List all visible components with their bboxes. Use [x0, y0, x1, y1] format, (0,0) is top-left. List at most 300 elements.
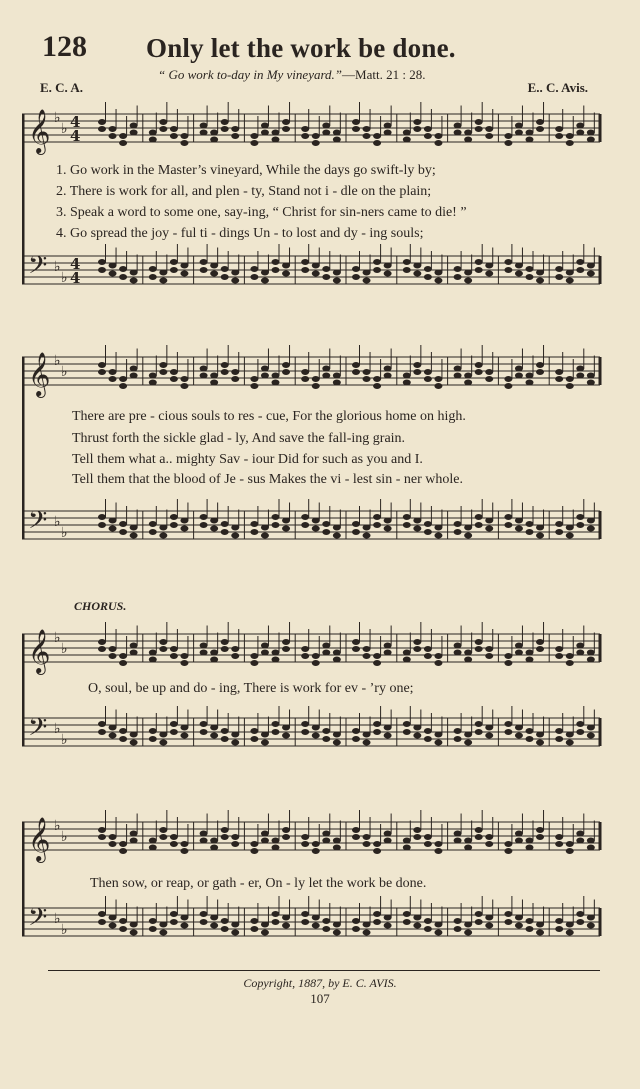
note-head: [403, 514, 411, 520]
note-head: [301, 267, 309, 273]
note-head: [566, 278, 574, 284]
note-head: [566, 922, 574, 928]
note-head: [536, 646, 544, 652]
note-head: [403, 845, 411, 851]
time-signature: 4: [70, 269, 81, 287]
note-head: [485, 369, 493, 375]
note-head: [271, 729, 279, 735]
note-head: [464, 657, 472, 663]
note-head: [200, 650, 208, 656]
note-head: [180, 725, 188, 731]
note-head: [301, 376, 309, 382]
note-head: [403, 137, 411, 143]
note-head: [363, 922, 371, 928]
note-head: [109, 834, 117, 840]
note-head: [566, 376, 574, 382]
note-head: [566, 660, 574, 666]
page-number: 107: [310, 991, 330, 1006]
music-system-1: [22, 98, 602, 308]
note-head: [536, 278, 544, 284]
note-head: [536, 362, 544, 368]
note-head: [384, 838, 392, 844]
staff-pair-2: [22, 345, 602, 555]
note-head: [119, 274, 127, 280]
note-head: [109, 915, 117, 921]
note-head: [504, 721, 512, 727]
note-head: [282, 518, 290, 524]
note-head: [333, 373, 341, 379]
note-head: [250, 660, 258, 666]
note-head: [210, 845, 218, 851]
note-head: [587, 373, 595, 379]
note-head: [373, 653, 381, 659]
chorus-line-2: Then sow, or reap, or gath - er, On - ly let the work be done.: [90, 876, 427, 891]
note-head: [271, 919, 279, 925]
note-head: [504, 841, 512, 847]
note-head: [221, 639, 229, 645]
note-head: [424, 736, 432, 742]
note-head: [170, 126, 178, 132]
note-head: [373, 514, 381, 520]
note-head: [464, 533, 472, 539]
note-head: [261, 525, 269, 531]
note-head: [373, 660, 381, 666]
note-head: [200, 522, 208, 528]
treble-clef: 𝄞: [28, 352, 51, 396]
flat-sign: ♭: [61, 525, 68, 541]
note-head: [231, 376, 239, 382]
note-head: [485, 263, 493, 269]
note-head: [271, 522, 279, 528]
note-head: [322, 643, 330, 649]
note-head: [282, 646, 290, 652]
note-head: [384, 643, 392, 649]
note-head: [454, 274, 462, 280]
note-head: [352, 362, 360, 368]
note-head: [525, 529, 533, 535]
note-head: [363, 133, 371, 139]
note-head: [454, 728, 462, 734]
note-head: [261, 366, 269, 372]
note-head: [504, 522, 512, 528]
note-head: [333, 380, 341, 386]
note-head: [536, 639, 544, 645]
bass-clef: 𝄢: [28, 713, 48, 748]
note-head: [98, 729, 106, 735]
note-head: [149, 926, 157, 932]
treble-clef: 𝄞: [28, 817, 51, 861]
note-head: [566, 383, 574, 389]
note-head: [301, 133, 309, 139]
note-head: [271, 259, 279, 265]
note-head: [515, 263, 523, 269]
treble-clef: 𝄞: [28, 109, 51, 153]
copyright: Copyright, 1887, by E. C. AVIS.: [243, 976, 397, 990]
flat-sign: ♭: [61, 121, 68, 137]
note-head: [352, 736, 360, 742]
note-head: [403, 729, 411, 735]
note-head: [312, 376, 320, 382]
note-head: [464, 845, 472, 851]
note-head: [333, 533, 341, 539]
note-head: [413, 733, 421, 739]
note-head: [485, 725, 493, 731]
note-head: [454, 736, 462, 742]
note-head: [322, 650, 330, 656]
note-head: [231, 834, 239, 840]
note-head: [200, 373, 208, 379]
note-head: [130, 533, 138, 539]
note-head: [576, 373, 584, 379]
note-head: [271, 380, 279, 386]
note-head: [536, 732, 544, 738]
note-head: [130, 270, 138, 276]
note-head: [587, 137, 595, 143]
note-head: [261, 130, 269, 136]
note-head: [424, 376, 432, 382]
note-head: [536, 922, 544, 928]
note-head: [98, 369, 106, 375]
note-head: [301, 522, 309, 528]
note-head: [525, 380, 533, 386]
note-head: [282, 263, 290, 269]
note-head: [413, 915, 421, 921]
note-head: [231, 841, 239, 847]
note-head: [424, 646, 432, 652]
note-head: [413, 526, 421, 532]
verse-2-line-2: Thrust forth the sickle glad - ly, And save the fall-ing grain.: [72, 431, 406, 446]
note-head: [109, 376, 117, 382]
flat-sign: ♭: [61, 922, 68, 938]
note-head: [504, 376, 512, 382]
note-head: [170, 646, 178, 652]
note-head: [525, 373, 533, 379]
note-head: [566, 140, 574, 146]
note-head: [403, 721, 411, 727]
staff-pair-1: [22, 98, 602, 308]
epigraph: [158, 67, 425, 83]
note-head: [149, 274, 157, 280]
note-head: [261, 831, 269, 837]
note-head: [210, 733, 218, 739]
note-head: [180, 915, 188, 921]
note-head: [149, 373, 157, 379]
note-head: [373, 383, 381, 389]
note-head: [363, 126, 371, 132]
note-head: [333, 845, 341, 851]
note-head: [504, 919, 512, 925]
note-head: [231, 732, 239, 738]
note-head: [119, 383, 127, 389]
note-head: [587, 923, 595, 929]
note-head: [250, 521, 258, 527]
note-head: [250, 274, 258, 280]
note-head: [180, 376, 188, 382]
note-head: [363, 646, 371, 652]
note-head: [221, 736, 229, 742]
note-head: [333, 650, 341, 656]
note-head: [587, 657, 595, 663]
note-head: [373, 376, 381, 382]
note-head: [525, 274, 533, 280]
note-head: [504, 911, 512, 917]
note-head: [282, 639, 290, 645]
note-head: [536, 525, 544, 531]
note-head: [221, 266, 229, 272]
note-head: [352, 369, 360, 375]
note-head: [250, 926, 258, 932]
note-head: [231, 930, 239, 936]
note-head: [231, 126, 239, 132]
note-head: [555, 529, 563, 535]
note-head: [424, 274, 432, 280]
note-head: [170, 841, 178, 847]
note-head: [322, 838, 330, 844]
note-head: [98, 911, 106, 917]
note-head: [434, 270, 442, 276]
note-head: [504, 653, 512, 659]
note-head: [322, 831, 330, 837]
note-head: [587, 733, 595, 739]
note-head: [98, 119, 106, 125]
note-head: [373, 140, 381, 146]
note-head: [221, 529, 229, 535]
note-head: [210, 130, 218, 136]
note-head: [322, 366, 330, 372]
note-head: [109, 841, 117, 847]
note-head: [210, 137, 218, 143]
note-head: [159, 646, 167, 652]
note-head: [282, 827, 290, 833]
note-head: [352, 918, 360, 924]
note-head: [555, 376, 563, 382]
note-head: [200, 831, 208, 837]
note-head: [403, 380, 411, 386]
note-head: [250, 918, 258, 924]
note-head: [200, 130, 208, 136]
note-head: [424, 529, 432, 535]
note-head: [464, 732, 472, 738]
note-head: [475, 721, 483, 727]
note-head: [352, 834, 360, 840]
note-head: [312, 733, 320, 739]
note-head: [413, 126, 421, 132]
note-head: [515, 643, 523, 649]
flat-sign: ♭: [54, 110, 61, 126]
note-head: [566, 732, 574, 738]
note-head: [525, 137, 533, 143]
note-head: [576, 911, 584, 917]
flat-sign: ♭: [54, 721, 61, 737]
note-head: [180, 383, 188, 389]
note-head: [180, 526, 188, 532]
epigraph-quote: “ Go work to-day in My vineyard.”: [158, 67, 343, 82]
note-head: [434, 930, 442, 936]
note-head: [352, 646, 360, 652]
note-head: [109, 133, 117, 139]
note-head: [333, 740, 341, 746]
note-head: [180, 660, 188, 666]
note-head: [119, 660, 127, 666]
time-signature: 4: [70, 255, 81, 273]
note-head: [130, 278, 138, 284]
note-head: [536, 533, 544, 539]
note-head: [301, 646, 309, 652]
note-head: [515, 123, 523, 129]
note-head: [525, 918, 533, 924]
note-head: [282, 733, 290, 739]
note-head: [352, 639, 360, 645]
note-head: [261, 930, 269, 936]
note-head: [170, 259, 178, 265]
note-head: [485, 526, 493, 532]
note-head: [282, 834, 290, 840]
note-head: [485, 834, 493, 840]
note-head: [587, 130, 595, 136]
note-head: [454, 650, 462, 656]
note-head: [504, 729, 512, 735]
note-head: [454, 529, 462, 535]
note-head: [454, 130, 462, 136]
note-head: [464, 922, 472, 928]
note-head: [159, 827, 167, 833]
note-head: [200, 514, 208, 520]
note-head: [261, 533, 269, 539]
note-head: [250, 529, 258, 535]
note-head: [403, 259, 411, 265]
note-head: [312, 915, 320, 921]
note-head: [159, 533, 167, 539]
treble-clef: 𝄞: [28, 629, 51, 673]
note-head: [485, 841, 493, 847]
note-head: [250, 728, 258, 734]
note-head: [130, 643, 138, 649]
note-head: [384, 518, 392, 524]
note-head: [180, 140, 188, 146]
note-head: [464, 270, 472, 276]
note-head: [261, 123, 269, 129]
note-head: [464, 650, 472, 656]
flat-sign: ♭: [54, 353, 61, 369]
note-head: [454, 918, 462, 924]
hymn-number: 128: [42, 30, 87, 63]
note-head: [504, 259, 512, 265]
note-head: [170, 721, 178, 727]
note-head: [536, 119, 544, 125]
note-head: [384, 923, 392, 929]
note-head: [413, 834, 421, 840]
note-head: [180, 841, 188, 847]
note-head: [475, 362, 483, 368]
note-head: [149, 838, 157, 844]
note-head: [587, 526, 595, 532]
note-head: [413, 518, 421, 524]
note-head: [424, 834, 432, 840]
note-head: [413, 119, 421, 125]
note-head: [301, 653, 309, 659]
note-head: [210, 650, 218, 656]
note-head: [109, 263, 117, 269]
note-head: [159, 834, 167, 840]
note-head: [413, 369, 421, 375]
note-head: [403, 267, 411, 273]
note-head: [576, 729, 584, 735]
note-head: [210, 373, 218, 379]
note-head: [434, 383, 442, 389]
note-head: [130, 130, 138, 136]
note-head: [515, 650, 523, 656]
flat-sign: ♭: [61, 829, 68, 845]
note-head: [504, 140, 512, 146]
note-head: [210, 380, 218, 386]
note-head: [322, 521, 330, 527]
lyricist: E. C. A.: [40, 80, 83, 95]
note-head: [210, 923, 218, 929]
note-head: [109, 725, 117, 731]
note-head: [312, 518, 320, 524]
note-head: [454, 838, 462, 844]
note-head: [363, 841, 371, 847]
note-head: [119, 266, 127, 272]
note-head: [231, 646, 239, 652]
note-head: [170, 911, 178, 917]
note-head: [475, 126, 483, 132]
note-head: [434, 732, 442, 738]
note-head: [119, 140, 127, 146]
note-head: [464, 930, 472, 936]
note-head: [576, 919, 584, 925]
note-head: [333, 838, 341, 844]
note-head: [384, 366, 392, 372]
note-head: [98, 721, 106, 727]
note-head: [322, 926, 330, 932]
note-head: [200, 721, 208, 727]
note-head: [282, 126, 290, 132]
note-head: [384, 650, 392, 656]
note-head: [424, 918, 432, 924]
note-head: [434, 922, 442, 928]
note-head: [576, 514, 584, 520]
note-head: [322, 274, 330, 280]
note-head: [504, 383, 512, 389]
note-head: [170, 729, 178, 735]
note-head: [322, 373, 330, 379]
note-head: [424, 369, 432, 375]
note-head: [352, 126, 360, 132]
note-head: [221, 369, 229, 375]
note-head: [363, 533, 371, 539]
note-head: [221, 827, 229, 833]
note-head: [221, 274, 229, 280]
note-head: [555, 736, 563, 742]
note-head: [363, 740, 371, 746]
note-head: [170, 653, 178, 659]
note-head: [587, 838, 595, 844]
note-head: [587, 725, 595, 731]
note-head: [475, 514, 483, 520]
note-head: [312, 526, 320, 532]
note-head: [515, 923, 523, 929]
note-head: [282, 526, 290, 532]
note-head: [413, 362, 421, 368]
note-head: [485, 126, 493, 132]
note-head: [403, 919, 411, 925]
note-head: [170, 267, 178, 273]
flat-sign: ♭: [61, 732, 68, 748]
note-head: [576, 130, 584, 136]
note-head: [210, 915, 218, 921]
note-head: [485, 133, 493, 139]
